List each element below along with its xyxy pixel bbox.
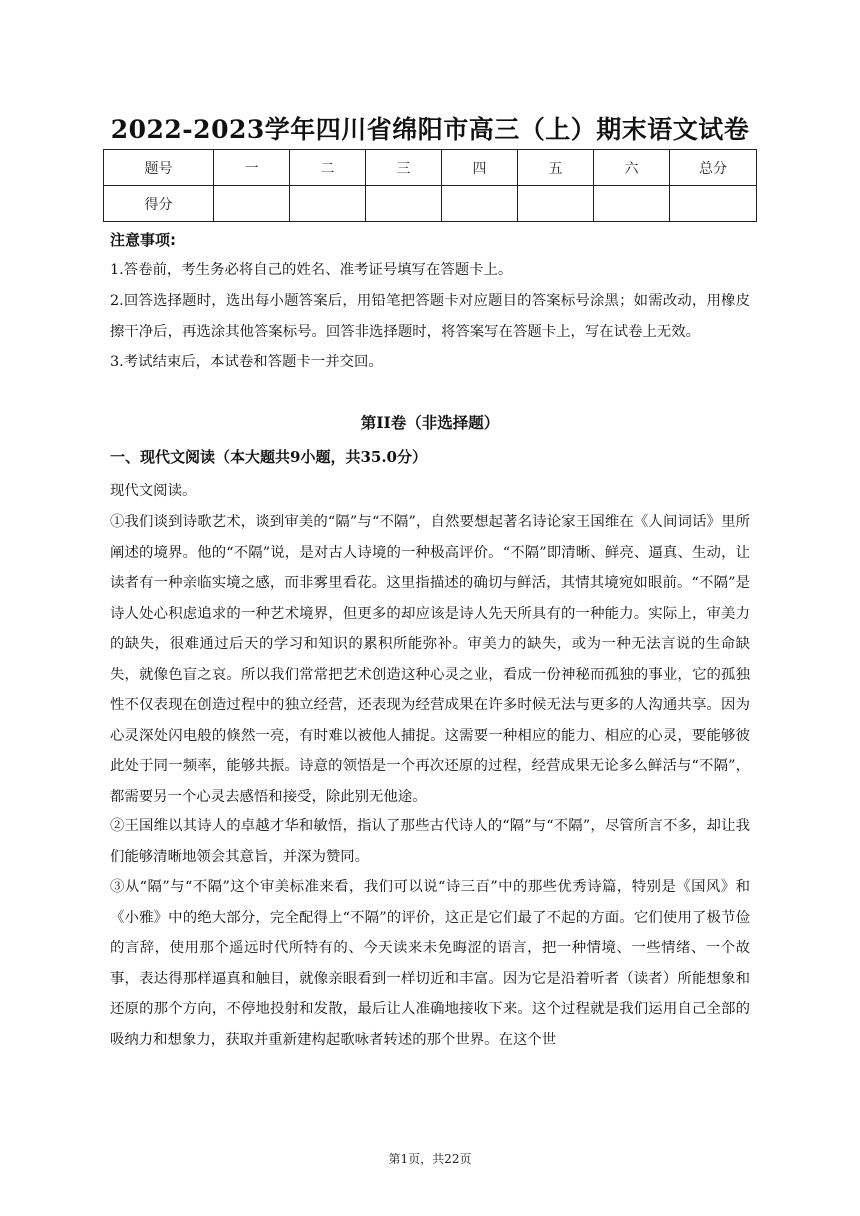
score-cell: 得分 (104, 186, 214, 222)
score-cell (366, 186, 442, 222)
header-cell: 总分 (670, 150, 757, 186)
page-footer: 第1页，共22页 (388, 1152, 472, 1166)
header-cell: 六 (594, 150, 670, 186)
score-cell (594, 186, 670, 222)
score-table (103, 149, 757, 222)
score-cell (442, 186, 518, 222)
score-table-header-row (104, 150, 757, 186)
header-cell: 五 (518, 150, 594, 186)
notice-title: 注意事项: (110, 231, 176, 249)
reading-paragraph: ③从“隔”与“不隔”这个审美标准来看，我们可以说“诗三百”中的那些优秀诗篇，特别是《国风》和《小雅》中的绝大部分，完全配得上“不隔”的评价，这正是它们最了不起的方面。它们使用了极节俭的言辞，使用那个遥远时代所特有的、今天读来未免晦涩的语言，把一种情境、一些情绪、一个故事，表达得那样逼真和触目，就像亲眼看到一样切近和丰富。因为它是沿着听者（读者）所能想象和还原的那个方向，不停地投射和发散，最后让人准确地接收下来。这个过程就是我们运用自己全部的吸纳力和想象力，获取并重新建构起歌咏者转述的那个世界。在这个世 (110, 879, 750, 1048)
question-title: 一、现代文阅读（本大题共9小题，共35.0分） (110, 448, 427, 466)
reading-paragraph: ①我们谈到诗歌艺术，谈到审美的“隔”与“不隔”，自然要想起著名诗论家王国维在《人间词话》里所阐述的境界。他的“不隔”说，是对古人诗境的一种极高评价。“不隔”即清晰、鲜亮、逼真、生动，让读者有一种亲临实境之感，而非雾里看花。这里指描述的确切与鲜活，其情其境宛如眼前。“不隔”是诗人处心积虑追求的一种艺术境界，但更多的却应该是诗人先天所具有的一种能力。实际上，审美力的缺失，很难通过后天的学习和知识的累积所能弥补。审美力的缺失，或为一种无法言说的生命缺失，就像色盲之哀。所以我们常常把艺术创造这种心灵之业，看成一份神秘而孤独的事业，它的孤独性不仅表现在创造过程中的独立经营，还表现为经营成果在许多时候无法与更多的人沟通共享。因为心灵深处闪电般的倏然一亮，有时难以被他人捕捉。这需要一种相应的能力、相应的心灵，要能够彼此处于同一频率，能够共振。诗意的领悟是一个再次还原的过程，经营成果无论多么鲜活与“不隔”，都需要另一个心灵去感悟和接受，除此别无他途。 (110, 514, 750, 805)
score-cell (290, 186, 366, 222)
reading-paragraph: ②王国维以其诗人的卓越才华和敏悟，指认了那些古代诗人的“隔”与“不隔”，尽管所言不多，却让我们能够清晰地领会其意旨，并深为赞同。 (110, 818, 750, 865)
reading-intro: 现代文阅读。 (110, 483, 197, 499)
score-cell (518, 186, 594, 222)
notice-item: 3.考试结束后，本试卷和答题卡一并交回。 (110, 354, 383, 370)
notice-item: 1.答卷前，考生务必将自己的姓名、准考证号填写在答题卡上。 (110, 262, 513, 278)
header-cell: 三 (366, 150, 442, 186)
score-cell (214, 186, 290, 222)
score-table-score-row (104, 186, 757, 222)
header-cell: 题号 (104, 150, 214, 186)
header-cell: 二 (290, 150, 366, 186)
header-cell: 一 (214, 150, 290, 186)
exam-title: 2022-2023学年四川省绵阳市高三（上）期末语文试卷 (110, 115, 750, 144)
section-title: 第II卷（非选择题） (360, 413, 500, 432)
header-cell: 四 (442, 150, 518, 186)
notice-item: 2.回答选择题时，选出每小题答案后，用铅笔把答题卡对应题目的答案标号涂黑；如需改动，用橡皮擦干净后，再选涂其他答案标号。回答非选择题时，将答案写在答题卡上，写在试卷上无效。 (110, 293, 750, 340)
score-cell (670, 186, 757, 222)
